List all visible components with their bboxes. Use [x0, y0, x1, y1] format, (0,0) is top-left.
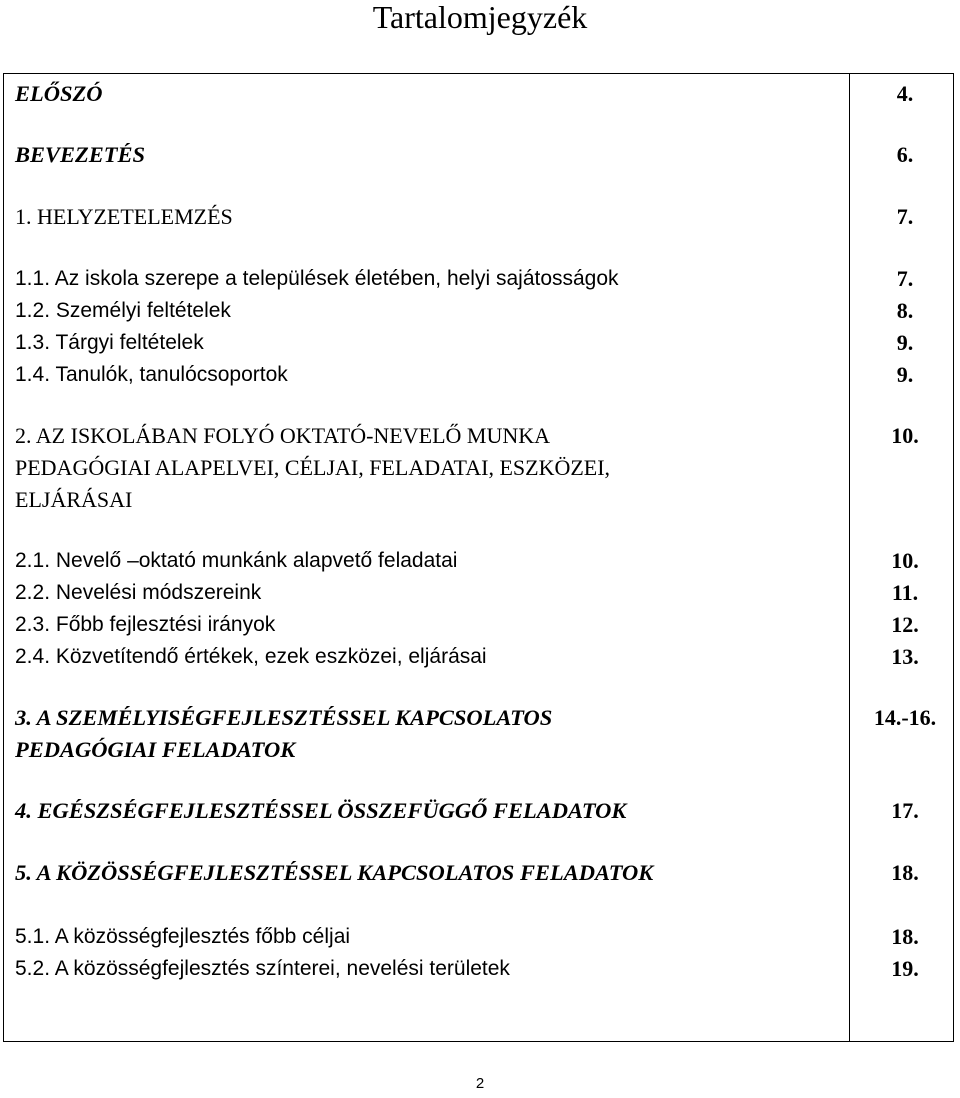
toc-page-bevezetes: 6. — [896, 142, 914, 167]
toc-page-helyzetelemzes: 7. — [896, 204, 914, 229]
toc-entry-2-3: 2.3. Főbb fejlesztési irányok — [15, 613, 276, 636]
column-divider — [849, 73, 850, 1042]
toc-entry-1-1: 1.1. Az iskola szerepe a települések életében, helyi sajátosságok — [15, 267, 619, 290]
toc-entry-5-2: 5.2. A közösségfejlesztés színterei, nevelési területek — [15, 957, 510, 980]
toc-entry-3-line-2: PEDAGÓGIAI FELADATOK — [15, 737, 296, 762]
toc-page-5-1: 18. — [891, 924, 919, 949]
toc-page-4: 17. — [891, 798, 919, 823]
toc-entry-2-2: 2.2. Nevelési módszereink — [15, 581, 262, 604]
toc-page-1-3: 9. — [896, 330, 914, 355]
toc-entry-2-line-3: ELJÁRÁSAI — [15, 487, 133, 512]
toc-entry-1-2: 1.2. Személyi feltételek — [15, 299, 231, 322]
toc-entry-3-line-1: 3. A SZEMÉLYISÉGFEJLESZTÉSSEL KAPCSOLATOS — [15, 705, 553, 730]
toc-entry-1-4: 1.4. Tanulók, tanulócsoportok — [15, 363, 288, 386]
toc-entry-2-4: 2.4. Közvetítendő értékek, ezek eszközei, eljárásai — [15, 645, 487, 668]
toc-entry-eloszo: ELŐSZÓ — [15, 81, 103, 106]
toc-entry-2-line-1: 2. AZ ISKOLÁBAN FOLYÓ OKTATÓ-NEVELŐ MUNKA — [15, 423, 551, 448]
toc-page-5-2: 19. — [891, 956, 919, 981]
toc-entry-2-1: 2.1. Nevelő –oktató munkánk alapvető feladatai — [15, 549, 458, 572]
toc-page-eloszo: 4. — [896, 81, 914, 106]
document-title: Tartalomjegyzék — [372, 0, 588, 35]
toc-page-2: 10. — [891, 423, 919, 448]
toc-entry-1-3: 1.3. Tárgyi feltételek — [15, 331, 204, 354]
toc-page-2-3: 12. — [891, 612, 919, 637]
toc-page-3: 14.-16. — [873, 705, 937, 730]
toc-entry-bevezetes: BEVEZETÉS — [15, 142, 146, 167]
toc-entry-2-line-2: PEDAGÓGIAI ALAPELVEI, CÉLJAI, FELADATAI, ESZKÖZEI, — [15, 455, 611, 480]
toc-page-2-4: 13. — [891, 644, 919, 669]
toc-page-2-2: 11. — [891, 580, 919, 605]
toc-entry-helyzetelemzes: 1. HELYZETELEMZÉS — [15, 204, 233, 229]
toc-entry-5: 5. A KÖZÖSSÉGFEJLESZTÉSSEL KAPCSOLATOS FELADATOK — [15, 860, 654, 885]
toc-page-5: 18. — [891, 860, 919, 885]
toc-page-1-4: 9. — [896, 362, 914, 387]
toc-entry-5-1: 5.1. A közösségfejlesztés főbb céljai — [15, 925, 351, 948]
toc-page-1-1: 7. — [896, 266, 914, 291]
toc-page-1-2: 8. — [896, 298, 914, 323]
page-number: 2 — [475, 1075, 485, 1092]
toc-entry-4: 4. EGÉSZSÉGFEJLESZTÉSSEL ÖSSZEFÜGGŐ FELADATOK — [15, 798, 627, 823]
toc-page-2-1: 10. — [891, 548, 919, 573]
